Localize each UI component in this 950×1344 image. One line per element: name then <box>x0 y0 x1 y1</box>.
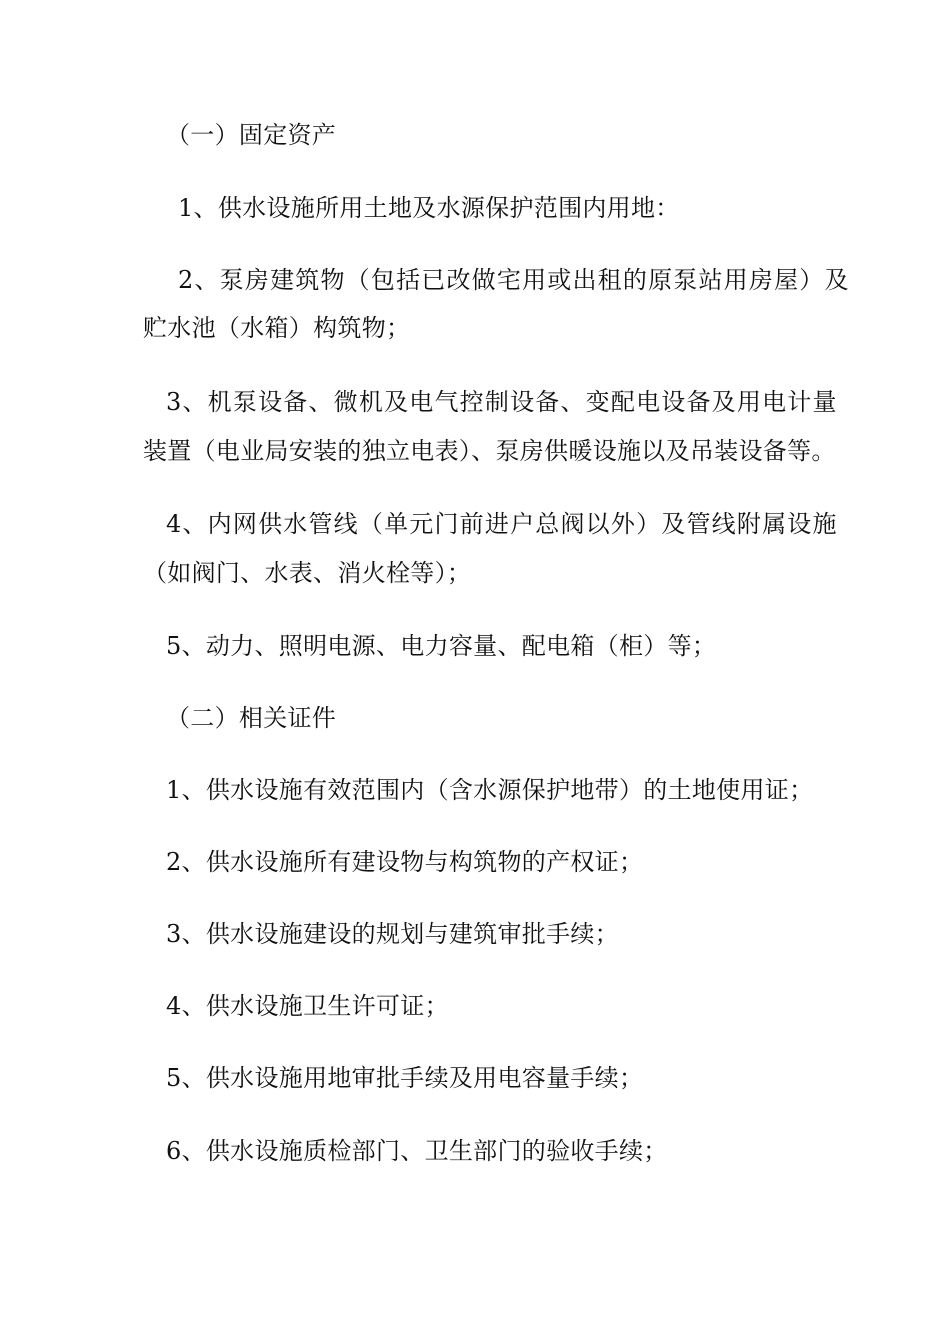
list-item-4-pipeline-line1: 4、内网供水管线（单元门前进户总阀以外）及管线附属设施 <box>166 510 838 538</box>
list-item-cert-6: 6、供水设施质检部门、卫生部门的验收手续； <box>166 1137 668 1165</box>
list-item-5-power: 5、动力、照明电源、电力容量、配电箱（柜）等； <box>166 632 717 660</box>
list-item-cert-4: 4、供水设施卫生许可证； <box>166 992 449 1020</box>
list-item-4-pipeline-line2: （如阀门、水表、消火栓等）； <box>143 559 472 587</box>
section-heading-certificates: （二）相关证件 <box>166 704 337 732</box>
list-item-2-pump-house-line1: 2、泵房建筑物（包括已改做宅用或出租的原泵站用房屋）及 <box>178 266 850 294</box>
list-item-cert-5: 5、供水设施用地审批手续及用电容量手续； <box>166 1064 644 1092</box>
section-heading-fixed-assets: （一）固定资产 <box>166 121 337 149</box>
list-item-cert-2: 2、供水设施所有建设物与构筑物的产权证； <box>166 848 644 876</box>
list-item-2-pump-house-line2: 贮水池（水箱）构筑物； <box>143 314 411 342</box>
list-item-cert-3: 3、供水设施建设的规划与建筑审批手续； <box>166 920 619 948</box>
list-item-3-equipment-line2: 装置（电业局安装的独立电表）、泵房供暖设施以及吊装设备等。 <box>143 437 836 465</box>
list-item-3-equipment-line1: 3、机泵设备、微机及电气控制设备、变配电设备及用电计量 <box>166 388 838 416</box>
list-item-1-land: 1、供水设施所用土地及水源保护范围内用地： <box>178 194 680 222</box>
list-item-cert-1: 1、供水设施有效范围内（含水源保护地带）的土地使用证； <box>166 776 814 804</box>
